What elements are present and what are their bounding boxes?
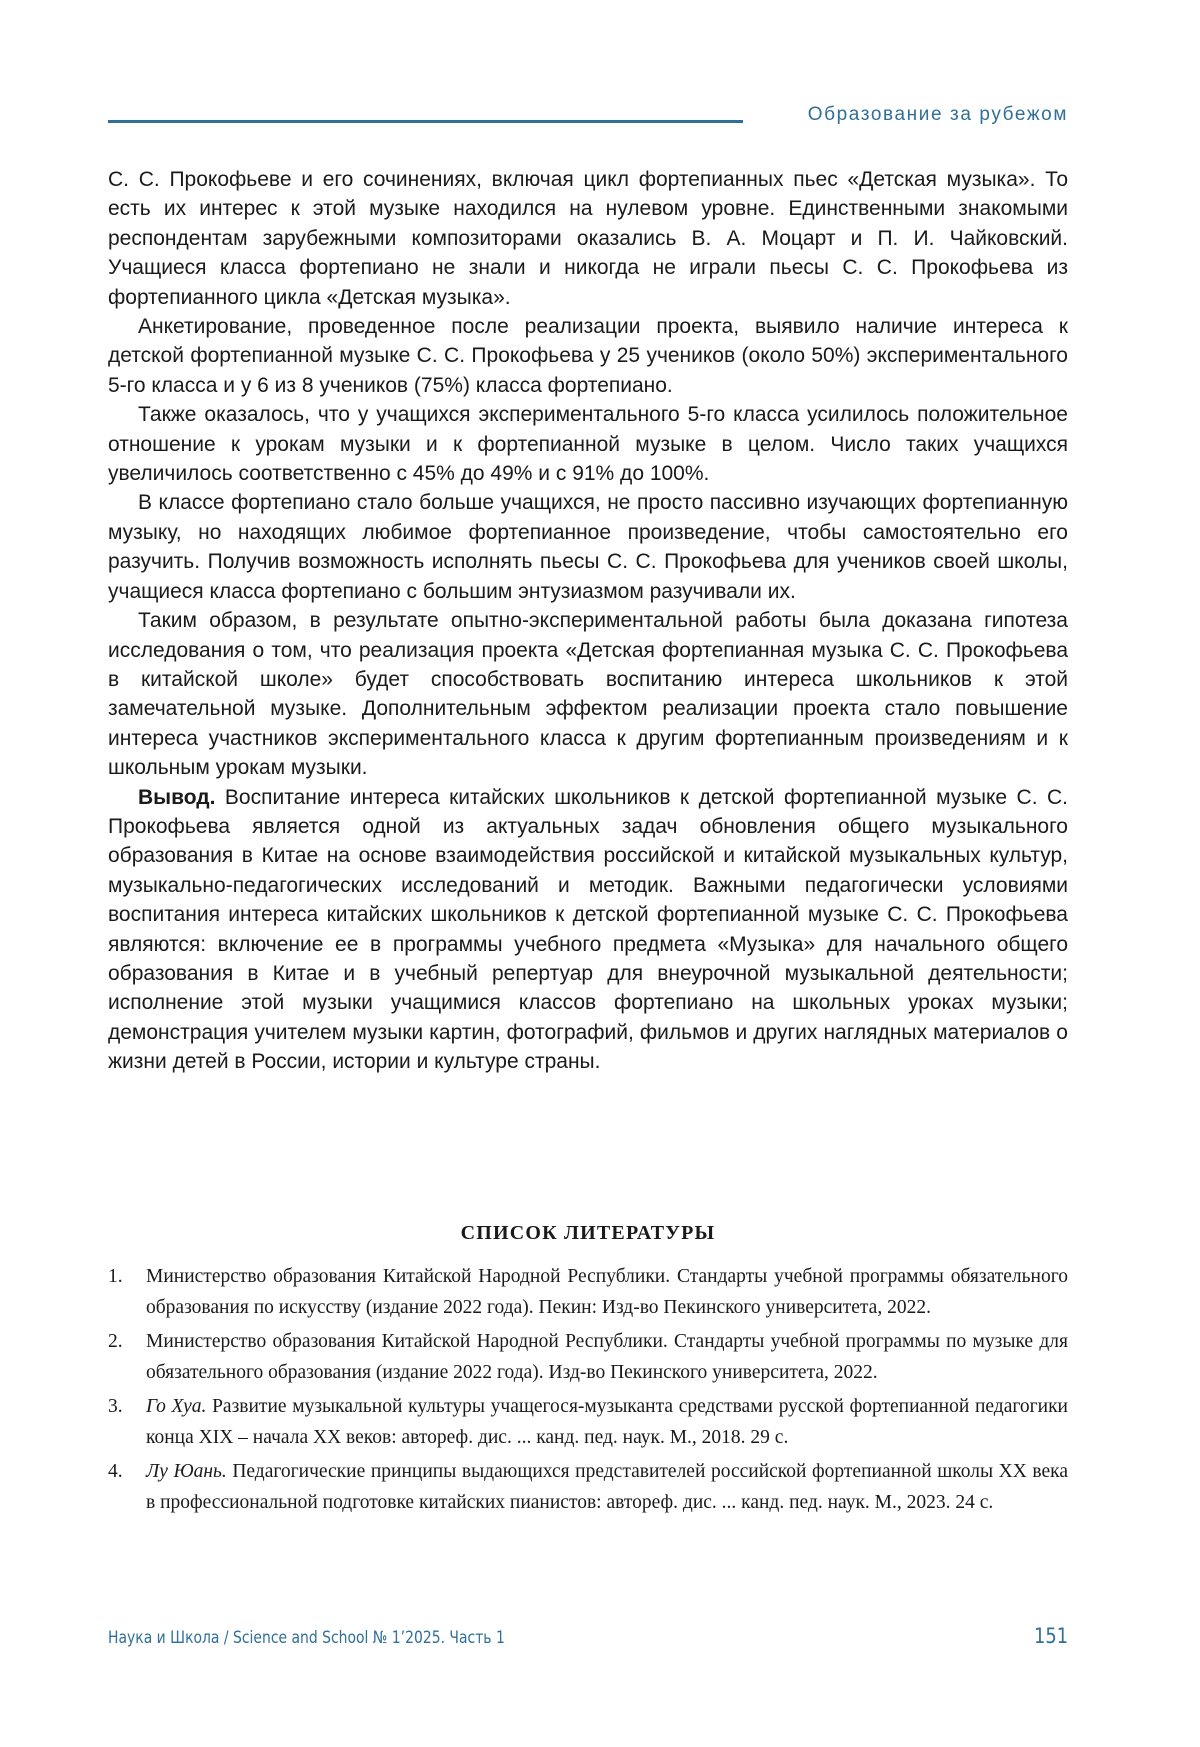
references-list [108,1262,1068,1522]
footer-journal: Наука и Школа / Science and School № 1’2025. Часть 1 [108,1628,505,1648]
page-number: 151 [1033,1624,1068,1648]
reference-text: Развитие музыкальной культуры учащегося-музыканта средствами русской фортепианной педагогики конца XIX – начала XX веков: автореф. дис. ... канд. пед. наук. М., 2018. 29 с. [146,1396,1068,1448]
reference-item [108,1457,1068,1518]
conclusion-paragraph [108,783,1068,1077]
paragraph-3: Также оказалось, что у учащихся экспериментального 5-го класса усилилось положительное отношение к урокам музыки и к фортепианной музыке в целом. Число таких учащихся увеличилось соответственно с 45% до 49% и с 91% до 100%. [108,403,1068,486]
reference-text: Министерство образования Китайской Народной Республики. Стандарты учебной программы обязательного образования по искусству (издание 2022 года). Пекин: Изд-во Пекинского университета, 2022. [146,1266,1068,1318]
reference-item [108,1262,1068,1323]
reference-number: 4. [108,1461,123,1482]
reference-number: 1. [108,1266,123,1287]
paragraph-2: Анкетирование, проведенное после реализации проекта, выявило наличие интереса к детской фортепианной музыке С. С. Прокофьева у 25 учеников (около 50%) экспериментального 5-го класса и у 6 из 8 учеников (75%) класса фортепиано. [108,315,1068,397]
reference-author: Лу Юань. [146,1461,227,1482]
references-heading: СПИСОК ЛИТЕРАТУРЫ [460,1222,716,1244]
conclusion-text: Воспитание интереса китайских школьников к детской фортепианной музыке С. С. Прокофьева является одной из актуальных задач обновления общего музыкального образования в Китае на основе взаимодействия российской и китайской музыкальных культур, музыкально-педагогических исследований и методик. Важными педагогически условиями воспитания интереса китайских школьников к детской фортепианной музыке С. С. Прокофьева являются: включение ее в программы учебного предмета «Музыка» для начального общего образования в Китае и в учебный репертуар для внеурочной музыкальной деятельности; исполнение этой музыки учащимися классов фортепиано на школьных уроках музыки; демонстрация учителем музыки картин, фотографий, фильмов и других наглядных материалов о жизни детей в России, истории и культуре страны. [108,785,1068,1074]
header-rule [108,120,743,123]
reference-number: 2. [108,1331,123,1352]
reference-author: Го Хуа. [146,1396,207,1417]
paragraph-1: С. С. Прокофьеве и его сочинениях, включая цикл фортепианных пьес «Детская музыка». То есть их интерес к этой музыке находился на нулевом уровне. Единственными знакомыми респондентам зарубежными композиторами оказались В. А. Моцарт и П. И. Чайковский. Учащиеся класса фортепиано не знали и никогда не играли пьесы С. С. Прокофьева из фортепианного цикла «Детская музыка». [108,168,1068,309]
conclusion-label: Вывод. [138,785,216,809]
paragraph-4: В классе фортепиано стало больше учащихся, не просто пассивно изучающих фортепианную музыку, но находящих любимое фортепианное произведение, чтобы самостоятельно его разучить. Получив возможность исполнять пьесы С. С. Прокофьева для учеников своей школы, учащиеся класса фортепиано с большим энтузиазмом разучивали их. [108,491,1068,603]
reference-text: Педагогические принципы выдающихся представителей российской фортепианной школы XX века в профессиональной подготовке китайских пианистов: автореф. дис. ... канд. пед. наук. М., 2023. 24 с. [146,1461,1068,1513]
reference-text: Министерство образования Китайской Народной Республики. Стандарты учебной программы по музыке для обязательного образования (издание 2022 года). Изд-во Пекинского университета, 2022. [146,1331,1068,1383]
reference-item [108,1392,1068,1453]
reference-item [108,1327,1068,1388]
reference-number: 3. [108,1396,123,1417]
paragraph-5: Таким образом, в результате опытно-экспериментальной работы была доказана гипотеза исследования о том, что реализация проекта «Детская фортепианная музыка С. С. Прокофьева в китайской школе» будет способствовать воспитанию интереса школьников к этой замечательной музыке. Дополнительным эффектом реализации проекта стало повышение интереса участников экспериментального класса к другим фортепианным произведениям и к школьным урокам музыки. [108,609,1068,780]
section-title: Образование за рубежом [807,104,1068,125]
article-body [108,165,1068,1077]
